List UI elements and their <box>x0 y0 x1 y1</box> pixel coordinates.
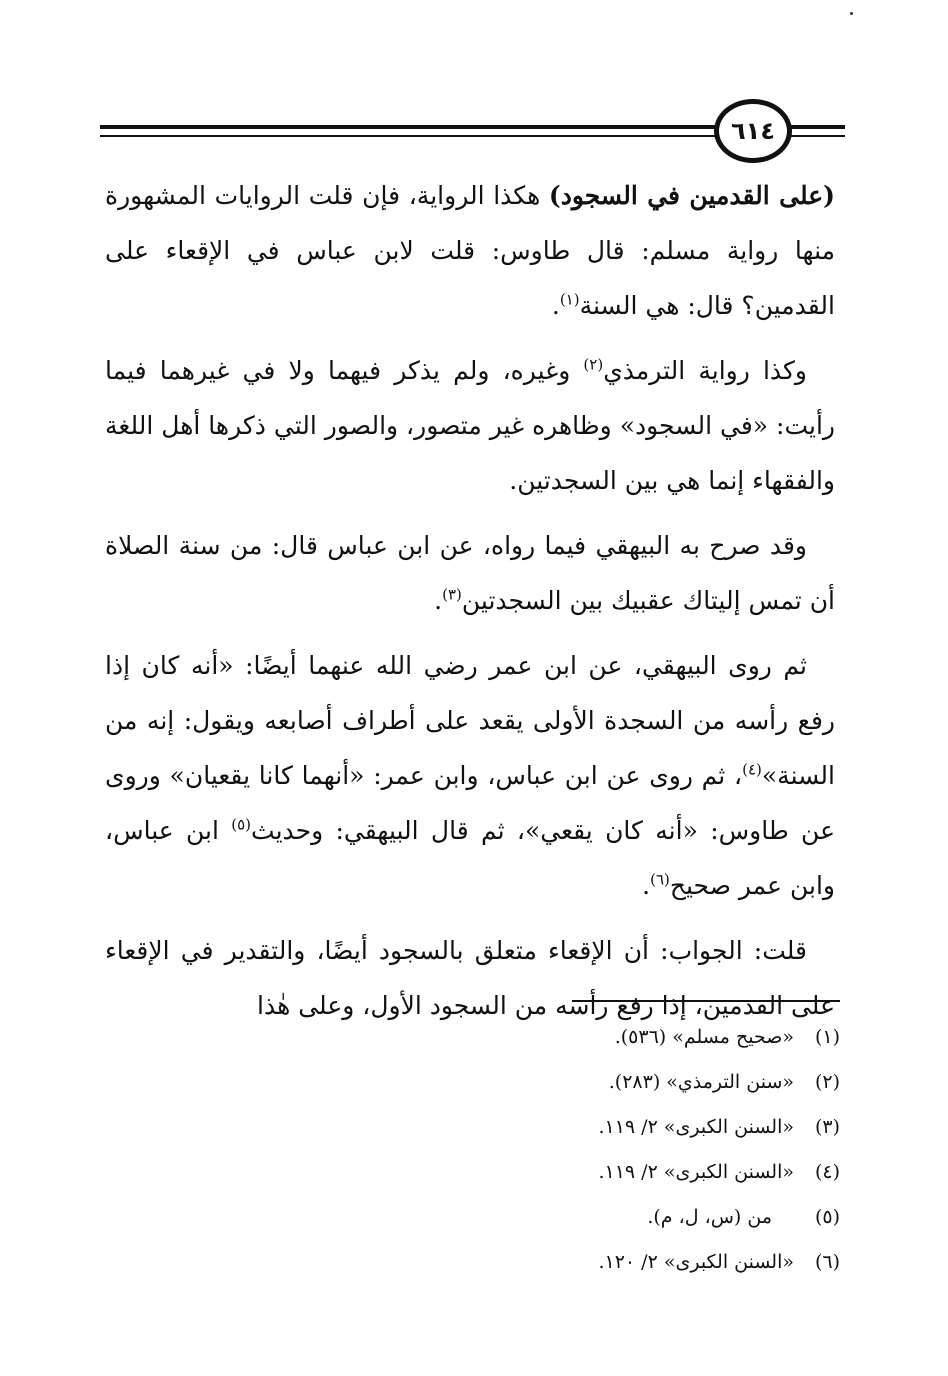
footnote-text: «صحيح مسلم» (٥٣٦). <box>614 1026 794 1048</box>
header-rule-thin <box>100 135 718 137</box>
footnote-text: من (س، ل، م). <box>647 1206 772 1228</box>
header-rule-tail-thick <box>790 125 845 129</box>
paragraph-tail: . <box>551 291 560 320</box>
paragraph-3 <box>105 518 835 628</box>
paragraph-text: هكذا الرواية، فإن قلت الروايات المشهورة منها رواية مسلم: قال طاوس: قلت لابن عباس في الإقعاء على القدمين؟ قال: هي السنة <box>105 181 835 320</box>
main-text <box>105 168 835 1043</box>
footnote-number: (٦) <box>814 1251 840 1273</box>
paragraph-text: وكذا رواية الترمذي <box>603 356 807 385</box>
footnote-ref[interactable]: (٥) <box>231 815 252 834</box>
footnote-item <box>480 1015 840 1060</box>
page-number-ornament <box>714 99 792 163</box>
footnote-number: (٥) <box>814 1206 840 1228</box>
footnote-ref[interactable]: (٢) <box>583 355 604 374</box>
footnote-number: (٢) <box>814 1071 840 1093</box>
footnote-number: (٣) <box>814 1116 840 1138</box>
paragraph-2 <box>105 343 835 508</box>
footnote-item <box>480 1240 840 1285</box>
footnote-item <box>480 1150 840 1195</box>
page-number: ٦١٤ <box>731 117 775 145</box>
footnote-text: «السنن الكبرى» ٢/ ١١٩. <box>598 1161 794 1183</box>
footnote-number: (١) <box>814 1026 840 1048</box>
footnote-ref[interactable]: (٦) <box>650 870 670 889</box>
footnote-text: «السنن الكبرى» ٢/ ١٢٠. <box>598 1251 794 1273</box>
footnote-ref[interactable]: (٤) <box>742 760 762 779</box>
paragraph-4 <box>105 638 835 913</box>
page-header <box>100 95 845 165</box>
paragraph-tail: ابن عباس، وابن عمر صحيح <box>105 816 835 900</box>
footnote-ref[interactable]: (٣) <box>442 585 462 604</box>
paragraph-text: وقد صرح به البيهقي فيما رواه، عن ابن عباس قال: من سنة الصلاة أن تمس إليتاك عقبيك بين السجدتين <box>105 531 835 615</box>
paragraph-tail: . <box>642 871 651 900</box>
footnotes <box>480 1015 840 1285</box>
header-rule-tail-thin <box>790 135 845 137</box>
footnote-text: «سنن الترمذي» (٢٨٣). <box>608 1071 794 1093</box>
footnote-ref[interactable]: (١) <box>559 290 580 309</box>
footnote-item <box>480 1195 840 1240</box>
paragraph-tail: ، ثم روى عن ابن عباس، وابن عمر: «أنهما كانا يقعيان» وروى عن طاوس: «أنه كان يقعي»، ثم قال البيهقي: وحديث <box>105 761 835 845</box>
header-rule-thick <box>100 125 718 129</box>
footnote-text: «السنن الكبرى» ٢/ ١١٩. <box>598 1116 794 1138</box>
page-speck <box>850 12 853 15</box>
paragraph-text: قلت: الجواب: أن الإقعاء متعلق بالسجود أيضًا، والتقدير في الإقعاء على القدمين، إذا رفع رأسه من السجود الأول، وعلى هٰذا <box>105 936 835 1020</box>
paragraph-text: ثم روى البيهقي، عن ابن عمر رضي الله عنهما أيضًا: «أنه كان إذا رفع رأسه من السجدة الأولى يقعد على أطراف أصابعه ويقول: إنه من السنة» <box>105 651 835 790</box>
paragraph-1 <box>105 168 835 333</box>
bold-lead: (على القدمين في السجود) <box>548 181 835 210</box>
footnote-number: (٤) <box>814 1161 840 1183</box>
footnote-separator <box>572 1000 840 1002</box>
paragraph-tail: وغيره، ولم يذكر فيهما ولا في غيرهما فيما رأيت: «في السجود» وظاهره غير متصور، والصور التي ذكرها أهل اللغة والفقهاء إنما هي بين السجدتين. <box>105 356 835 495</box>
footnote-item <box>480 1105 840 1150</box>
footnote-item <box>480 1060 840 1105</box>
paragraph-tail: . <box>434 586 443 615</box>
